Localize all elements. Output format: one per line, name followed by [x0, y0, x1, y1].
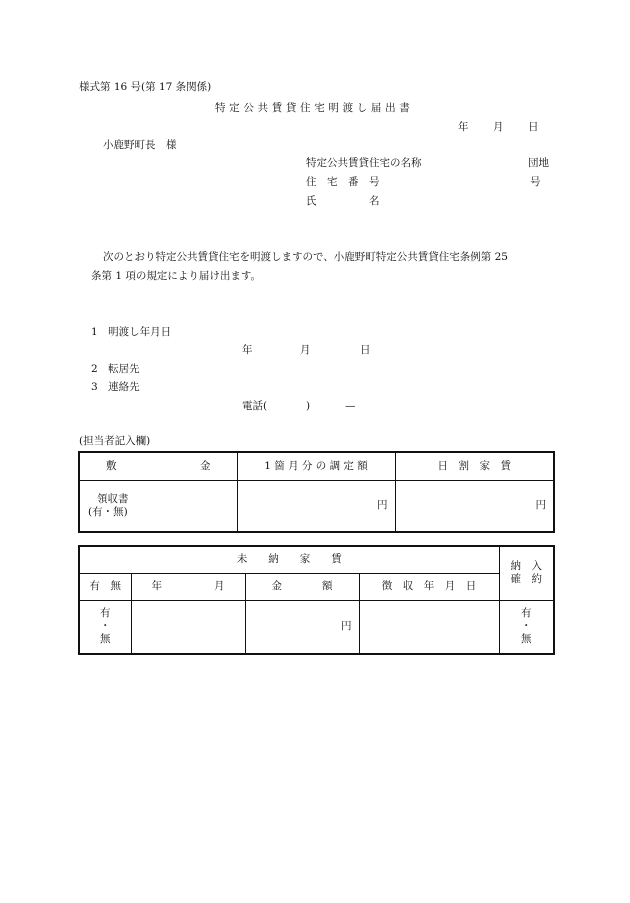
addressee: 小鹿野町長 様 [103, 139, 177, 151]
body-line-1: 次のとおり特定公共賃貸住宅を明渡しますので、小鹿野町特定公共賃貸住宅条例第 25 [103, 251, 508, 263]
deposit-header [79, 452, 237, 480]
unit-number-suffix: 号 [530, 176, 541, 188]
payment-promise-header [499, 546, 554, 600]
housing-name-suffix: 団地 [528, 157, 549, 169]
item-new-address: 2 転居先 [91, 363, 140, 375]
collection-date-cell [359, 600, 499, 654]
monthly-assessment-header: 1 箇 月 分 の 調 定 額 [237, 452, 395, 480]
move-out-month: 月 [300, 344, 311, 356]
promise-dot: ・ [521, 620, 532, 633]
year-header: 年 [151, 579, 162, 592]
date-month: 月 [493, 121, 504, 133]
deposit-header-b: 金 [200, 459, 211, 472]
date-year: 年 [458, 121, 469, 133]
amount-header [245, 573, 359, 600]
month-header: 月 [214, 579, 225, 592]
promise-yes: 有 [521, 607, 532, 620]
unpaid-rent-header: 未 納 家 賃 [79, 546, 499, 573]
monthly-assessment-yen: 円 [237, 480, 395, 532]
collection-date-header: 徴 収 年 月 日 [359, 573, 499, 600]
phone-label: 電話( [242, 400, 268, 412]
unit-number-label: 住 宅 番 号 [306, 176, 380, 188]
receipt-presence: (有・無) [88, 505, 128, 518]
presence-cell [79, 600, 131, 654]
form-number: 様式第 16 号(第 17 条関係) [79, 81, 212, 93]
payment-promise-line-2: 確 約 [510, 573, 542, 586]
presence-header: 有 無 [79, 573, 131, 600]
amount-header-a: 金 [271, 579, 282, 592]
year-month-cell [131, 600, 245, 654]
item-move-out-date: 1 明渡し年月日 [91, 326, 172, 338]
housing-name-label: 特定公共賃貸住宅の名称 [306, 157, 422, 169]
payment-promise-cell [499, 600, 554, 654]
deposit-header-a: 敷 [106, 459, 117, 472]
deposit-table [78, 451, 555, 533]
daily-rent-header: 日 割 家 賃 [395, 452, 554, 480]
year-month-header [131, 573, 245, 600]
office-use-label: (担当者記入欄) [79, 435, 151, 447]
presence-dot: ・ [100, 620, 111, 633]
item-contact: 3 連絡先 [91, 381, 140, 393]
amount-yen: 円 [245, 600, 359, 654]
document-title: 特定公共賃貸住宅明渡し届出書 [215, 102, 414, 114]
phone-dash: — [345, 400, 356, 412]
daily-rent-yen: 円 [395, 480, 554, 532]
move-out-year: 年 [242, 344, 253, 356]
body-line-2: 条第 1 項の規定により届け出ます。 [91, 270, 262, 282]
receipt-label: 領収書 [97, 492, 129, 505]
unpaid-rent-table [78, 545, 555, 655]
promise-no: 無 [521, 633, 532, 646]
move-out-day: 日 [360, 344, 371, 356]
phone-close-paren: ) [306, 400, 311, 412]
presence-no: 無 [100, 633, 111, 646]
presence-yes: 有 [100, 607, 111, 620]
receipt-cell [79, 480, 237, 532]
payment-promise-line-1: 納 入 [510, 560, 542, 573]
amount-header-b: 額 [322, 579, 333, 592]
date-day: 日 [528, 121, 539, 133]
name-label: 氏 名 [306, 195, 380, 207]
